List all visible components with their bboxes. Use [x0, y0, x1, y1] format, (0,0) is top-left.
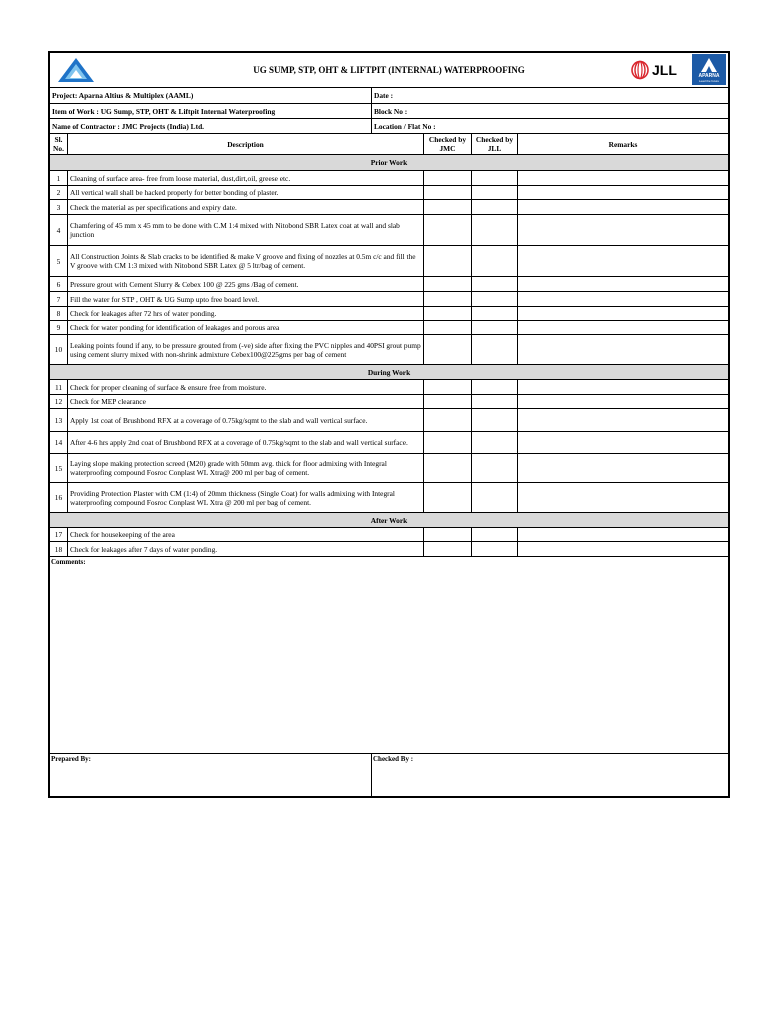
remarks-cell[interactable]: [517, 432, 728, 453]
checked-by-label: Checked By :: [373, 755, 414, 763]
row-description: Check for water ponding for identification of leakages and porous area: [67, 321, 423, 334]
checklist-row: [50, 482, 728, 512]
row-description: All Construction Joints & Slab cracks to be identified & make V groove and fixing of nozzles at 0.5m c/c and fill the V groove with CM 1:3 mixed with Nitobond SBR Latex @ 5 ltr/bag of cement.: [67, 246, 423, 276]
location-field[interactable]: Location / Flat No :: [371, 119, 728, 133]
checklist-row: [50, 431, 728, 453]
checked-by-jmc-cell[interactable]: [423, 432, 471, 453]
row-description: Check for leakages after 72 hrs of water ponding.: [67, 307, 423, 320]
section-title: After Work: [370, 515, 408, 525]
row-number: 15: [54, 463, 63, 473]
info-row-project: [50, 87, 728, 103]
checklist-row: [50, 291, 728, 306]
aparna-tagline: Lead the future: [698, 79, 720, 83]
remarks-cell[interactable]: [517, 409, 728, 431]
checklist-row: [50, 214, 728, 245]
jll-logo-text: JLL: [652, 62, 677, 78]
remarks-cell[interactable]: [517, 483, 728, 512]
aparna-triangle-logo: [54, 55, 98, 85]
remarks-cell[interactable]: [517, 200, 728, 214]
aparna-a-icon: [701, 58, 717, 72]
checklist-row: [50, 320, 728, 334]
row-description: Chamfering of 45 mm x 45 mm to be done with C.M 1:4 mixed with Nitobond SBR Latex coat at wall and slab junction: [67, 215, 423, 245]
row-description: Leaking points found if any, to be pressure grouted from (-ve) side after fixing the PVC nipples and 40PSI grout pump using cement slurry mixed with non-shrink admixture Cebex100@225gms per bag of cement: [67, 335, 423, 364]
row-number: 2: [56, 188, 61, 197]
col-checked-jmc: Checked by JMC: [423, 134, 471, 154]
checklist-row: [50, 199, 728, 214]
checked-by-jll-cell[interactable]: [471, 335, 517, 364]
remarks-cell[interactable]: [517, 542, 728, 556]
checklist-row: [50, 170, 728, 185]
date-field[interactable]: Date :: [371, 88, 728, 103]
section-title: Prior Work: [370, 158, 408, 167]
row-number: 4: [56, 225, 61, 235]
row-description: All vertical wall shall be hacked properly for better bonding of plaster.: [67, 186, 423, 199]
row-number: 7: [56, 294, 61, 304]
section-header: [50, 364, 728, 379]
row-number: 16: [54, 493, 63, 502]
checked-by-jll-cell[interactable]: [471, 277, 517, 291]
checked-by-jll-cell[interactable]: [471, 171, 517, 185]
row-description: Check for proper cleaning of surface & ensure free from moisture.: [67, 380, 423, 394]
checklist-row: [50, 245, 728, 276]
checked-by-jll-cell[interactable]: [471, 454, 517, 482]
prepared-by-field[interactable]: [50, 754, 371, 796]
checked-by-jll-cell[interactable]: [471, 186, 517, 199]
remarks-cell[interactable]: [517, 246, 728, 276]
col-remarks: Remarks: [517, 134, 728, 154]
checklist-row: [50, 334, 728, 364]
row-number: 3: [56, 202, 61, 212]
checked-by-jll-cell[interactable]: [471, 395, 517, 408]
checked-by-jmc-cell[interactable]: [423, 321, 471, 334]
row-number: 11: [54, 382, 63, 392]
remarks-cell[interactable]: [517, 395, 728, 408]
checked-by-jll-cell[interactable]: [471, 528, 517, 541]
checklist-sheet: [48, 51, 730, 798]
aparna-logo: [692, 54, 726, 85]
checklist-row: [50, 185, 728, 199]
row-number: 17: [54, 530, 63, 539]
checked-by-jmc-cell[interactable]: [423, 277, 471, 291]
checked-by-jmc-cell[interactable]: [423, 215, 471, 245]
remarks-cell[interactable]: [517, 335, 728, 364]
remarks-cell[interactable]: [517, 171, 728, 185]
checked-by-jmc-cell[interactable]: [423, 542, 471, 556]
row-number: 8: [56, 309, 61, 318]
checklist-row: [50, 541, 728, 556]
row-number: 10: [54, 345, 63, 354]
checked-by-jmc-cell[interactable]: [423, 380, 471, 394]
row-number: 1: [56, 173, 61, 183]
row-number: 12: [54, 397, 63, 406]
checklist-row: [50, 276, 728, 291]
aparna-logo-text: APARNA: [698, 73, 720, 79]
row-description: Laying slope making protection screed (M20) grade with 50mm avg. thick for floor admixing with Integral waterproofing compound Fosroc Conplast WL Xtra@ 200 ml per bag of cement.: [67, 454, 423, 482]
comments-label: Comments:: [51, 558, 86, 566]
checked-by-jmc-cell[interactable]: [423, 246, 471, 276]
contractor-label: Name of Contractor : JMC Projects (India) Ltd.: [52, 121, 205, 131]
row-number: 13: [54, 415, 63, 425]
checked-by-jll-cell[interactable]: [471, 380, 517, 394]
checked-by-jmc-cell[interactable]: [423, 307, 471, 320]
info-row-contractor: [50, 118, 728, 133]
jll-logo: [630, 60, 686, 80]
prepared-by-label: Prepared By:: [51, 755, 91, 763]
checked-by-jmc-cell[interactable]: [423, 528, 471, 541]
remarks-cell[interactable]: [517, 186, 728, 199]
col-checked-jll: Checked by JLL: [471, 134, 517, 154]
checked-by-jll-cell[interactable]: [471, 246, 517, 276]
remarks-cell[interactable]: [517, 307, 728, 320]
info-row-item: [50, 103, 728, 118]
checked-by-jll-cell[interactable]: [471, 432, 517, 453]
row-description: Cleaning of surface area- free from loose material, dust,dirt,oil, greese etc.: [67, 171, 423, 185]
item-of-work-label: Item of Work : UG Sump, STP, OHT & Liftpit Internal Waterproofing: [52, 106, 276, 116]
jll-mark-icon: [630, 60, 650, 80]
comments-area[interactable]: [50, 556, 728, 753]
checked-by-jll-cell[interactable]: [471, 409, 517, 431]
row-description: Check for leakages after 7 days of water ponding.: [67, 542, 423, 556]
checked-by-jmc-cell[interactable]: [423, 200, 471, 214]
column-header-row: [50, 133, 728, 154]
checked-by-jll-cell[interactable]: [471, 200, 517, 214]
project-label: Project: Aparna Altius & Multiplex (AAML): [52, 91, 194, 100]
checked-by-jmc-cell[interactable]: [423, 292, 471, 306]
checklist-row: [50, 453, 728, 482]
checked-by-field[interactable]: [371, 754, 728, 796]
remarks-cell[interactable]: [517, 380, 728, 394]
checked-by-jmc-cell[interactable]: [423, 186, 471, 199]
row-description: Providing Protection Plaster with CM (1:4) of 20mm thickness (Single Coat) for walls admixing with Integral waterproofing compound Fosroc Conplast WL Xtra @ 200 ml per bag of cement.: [67, 483, 423, 512]
remarks-cell[interactable]: [517, 321, 728, 334]
checked-by-jmc-cell[interactable]: [423, 335, 471, 364]
checked-by-jmc-cell[interactable]: [423, 454, 471, 482]
remarks-cell[interactable]: [517, 292, 728, 306]
checked-by-jll-cell[interactable]: [471, 292, 517, 306]
remarks-cell[interactable]: [517, 277, 728, 291]
checklist-row: [50, 527, 728, 541]
checked-by-jmc-cell[interactable]: [423, 483, 471, 512]
row-number: 9: [56, 323, 61, 332]
row-number: 5: [56, 256, 61, 266]
col-description: Description: [67, 134, 423, 154]
remarks-cell[interactable]: [517, 454, 728, 482]
checked-by-jll-cell[interactable]: [471, 542, 517, 556]
remarks-cell[interactable]: [517, 528, 728, 541]
checked-by-jll-cell[interactable]: [471, 215, 517, 245]
row-description: Pressure grout with Cement Slurry & Cebex 100 @ 225 gms /Bag of cement.: [67, 277, 423, 291]
row-description: Fill the water for STP , OHT & UG Sump upto free board level.: [67, 292, 423, 306]
checklist-row: [50, 306, 728, 320]
section-header: [50, 154, 728, 170]
section-header: [50, 512, 728, 527]
document-title: UG SUMP, STP, OHT & LIFTPIT (INTERNAL) WATERPROOFING: [253, 65, 525, 75]
remarks-cell[interactable]: [517, 215, 728, 245]
row-number: 6: [56, 279, 61, 289]
row-description: Apply 1st coat of Brushbond RFX at a coverage of 0.75kg/sqmt to the slab and wall vertical surface.: [67, 409, 423, 431]
section-title: During Work: [367, 367, 411, 377]
row-description: Check the material as per specifications and expiry date.: [67, 200, 423, 214]
row-number: 18: [54, 544, 63, 554]
checklist-row: [50, 408, 728, 431]
checked-by-jmc-cell[interactable]: [423, 395, 471, 408]
checked-by-jmc-cell[interactable]: [423, 409, 471, 431]
row-number: 14: [54, 438, 63, 447]
checked-by-jmc-cell[interactable]: [423, 171, 471, 185]
checked-by-jll-cell[interactable]: [471, 307, 517, 320]
col-sl-no: Sl. No.: [53, 135, 64, 153]
checked-by-jll-cell[interactable]: [471, 483, 517, 512]
checklist-row: [50, 394, 728, 408]
signature-row: [50, 753, 728, 796]
block-no-field[interactable]: Block No :: [371, 104, 728, 118]
checked-by-jll-cell[interactable]: [471, 321, 517, 334]
row-description: Check for housekeeping of the area: [67, 528, 423, 541]
checklist-row: [50, 379, 728, 394]
row-description: After 4-6 hrs apply 2nd coat of Brushbond RFX at a coverage of 0.75kg/sqmt to the slab and wall vertical surface.: [67, 432, 423, 453]
row-description: Check for MEP clearance: [67, 395, 423, 408]
